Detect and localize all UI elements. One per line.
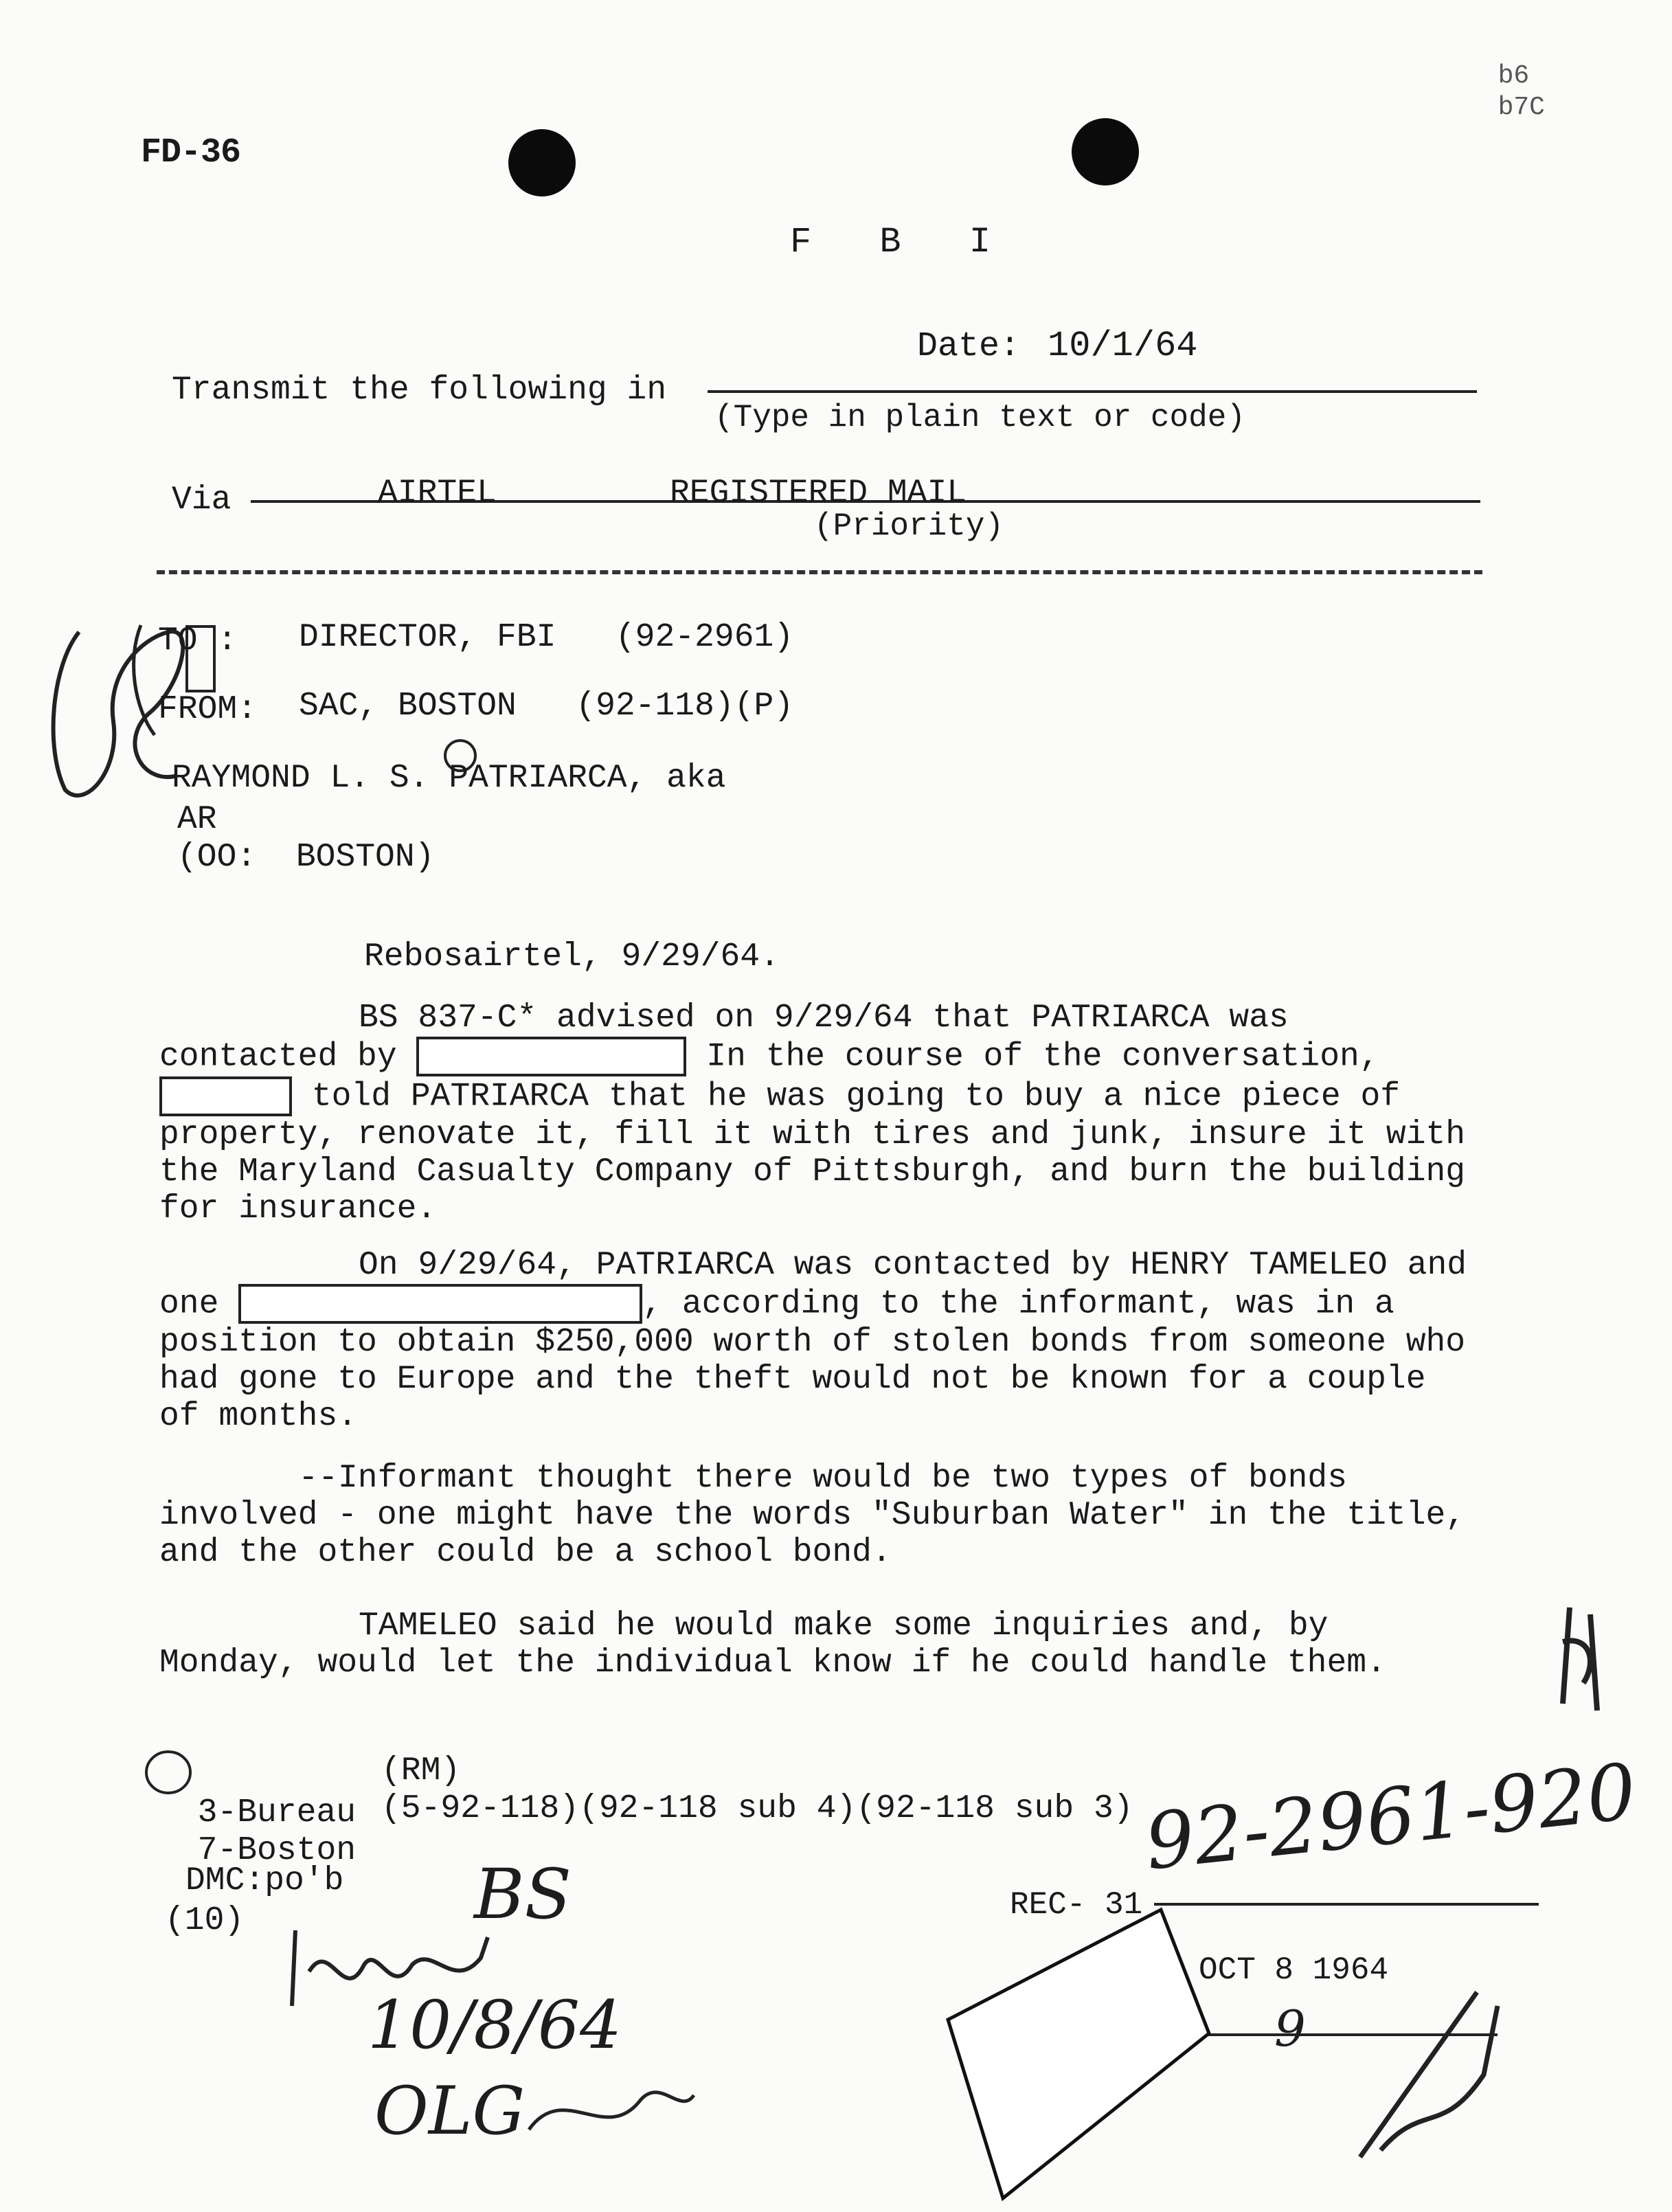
distribution-count-1: 3 [197, 1794, 218, 1831]
distribution-dest-1: -Bureau [217, 1794, 357, 1831]
handwritten-initials: OLG [374, 2073, 526, 2149]
redaction-box [159, 1076, 292, 1116]
transmit-caption: (Type in plain text or code) [714, 400, 1245, 436]
redaction-polygon [934, 1896, 1223, 2212]
punch-hole-left [508, 129, 576, 196]
paragraph-4-text: TAMELEO said he would make some inquiries and, by Monday, would let the individual know if he could handle them. [159, 1607, 1386, 1682]
subject-line-2: AR [177, 801, 217, 838]
paragraph-4 [159, 1607, 1478, 1682]
paragraph-2-text-a: On 9/29/64, PATRIARCA was contacted by HENRY TAMELEO and one [159, 1247, 1467, 1323]
distribution-note-2: (5-92-118)(92-118 sub 4)(92-118 sub 3) [381, 1790, 1133, 1827]
paragraph-1-text-b: In the course of the conversation, [706, 1038, 1379, 1076]
date-value: 10/1/64 [1048, 326, 1198, 366]
paragraph-2-text-b: , according to the informant, was in a position to obtain $250,000 worth of stolen bonds from someone who had gone to Europe and the theft would not be known for a couple of months. [159, 1285, 1466, 1435]
agency-title: F B I [790, 222, 1015, 262]
exemption-b6: b6 [1498, 61, 1530, 91]
copy-count: (10) [165, 1902, 245, 1939]
reference-line: Rebosairtel, 9/29/64. [364, 938, 780, 975]
paragraph-1-text-c: told PATRIARCA that he was going to buy a nice piece of property, renovate it, fill it with tires and junk, insure it with the Maryland Casualty Company of Pittsburgh, and burn the building for insurance. [159, 1078, 1466, 1228]
exemption-codes [1498, 60, 1545, 124]
paragraph-1-text-a: BS 837-C* advised on 9/29/64 that PATRIARCA was contacted by [159, 1000, 1289, 1076]
typist-initials: DMC:po'b [185, 1862, 344, 1899]
paragraph-2 [159, 1247, 1478, 1435]
via-method: AIRTEL [378, 475, 497, 512]
exemption-b7c: b7C [1498, 93, 1545, 122]
redaction-box [416, 1037, 686, 1076]
transmit-line [708, 390, 1477, 393]
file-number: 92-2961-920 [1141, 1747, 1640, 1888]
separator-dashed [157, 570, 1482, 574]
date-row [876, 289, 1197, 366]
paragraph-3-text: Informant thought there would be two types of bonds involved - one might have the words "Suburban Water" in the title, and the other could be a school bond. [159, 1460, 1466, 1571]
paragraph-3: --Informant thought there would be two types of bonds involved - one might have the words "Suburban Water" in the title, and the other could be a school bond. [159, 1460, 1466, 1571]
rec-stamp: REC- 31 [1010, 1887, 1143, 1923]
form-id: FD-36 [141, 133, 241, 172]
from-label: FROM: [158, 691, 258, 728]
subject-line-1: RAYMOND L. S. PATRIARCA, aka [172, 760, 726, 797]
via-mail-type: REGISTERED MAIL [670, 475, 967, 512]
via-label: Via [172, 482, 231, 519]
paragraph-1 [159, 1000, 1478, 1228]
transmit-label: Transmit the following in [172, 372, 667, 409]
punch-hole-right [1072, 118, 1139, 185]
distribution-line-2 [158, 1793, 356, 1870]
handwritten-margin-mark [1549, 1601, 1611, 1717]
handwritten-bs: BS [474, 1854, 572, 1934]
to-value: DIRECTOR, FBI (92-2961) [299, 619, 794, 656]
redaction-box [238, 1284, 642, 1324]
subject-line-3: (OO: BOSTON) [177, 839, 435, 876]
handwritten-flourish [522, 2061, 701, 2150]
distribution-count-2: 7 [197, 1832, 218, 1869]
from-value: SAC, BOSTON (92-118)(P) [299, 688, 794, 725]
distribution-dest-2: -Boston [217, 1832, 357, 1869]
date-stamp: OCT 8 1964 [1199, 1952, 1389, 1988]
handwritten-date: 10/8/64 [368, 1987, 622, 2064]
to-label: TO : [158, 622, 238, 659]
stamp-number: 9 [1274, 2000, 1306, 2057]
date-label: Date: [917, 327, 1021, 366]
distribution-note-1: (RM) [381, 1752, 461, 1790]
handwritten-stamp-scrawl [1340, 1978, 1518, 2178]
via-caption: (Priority) [814, 508, 1004, 544]
